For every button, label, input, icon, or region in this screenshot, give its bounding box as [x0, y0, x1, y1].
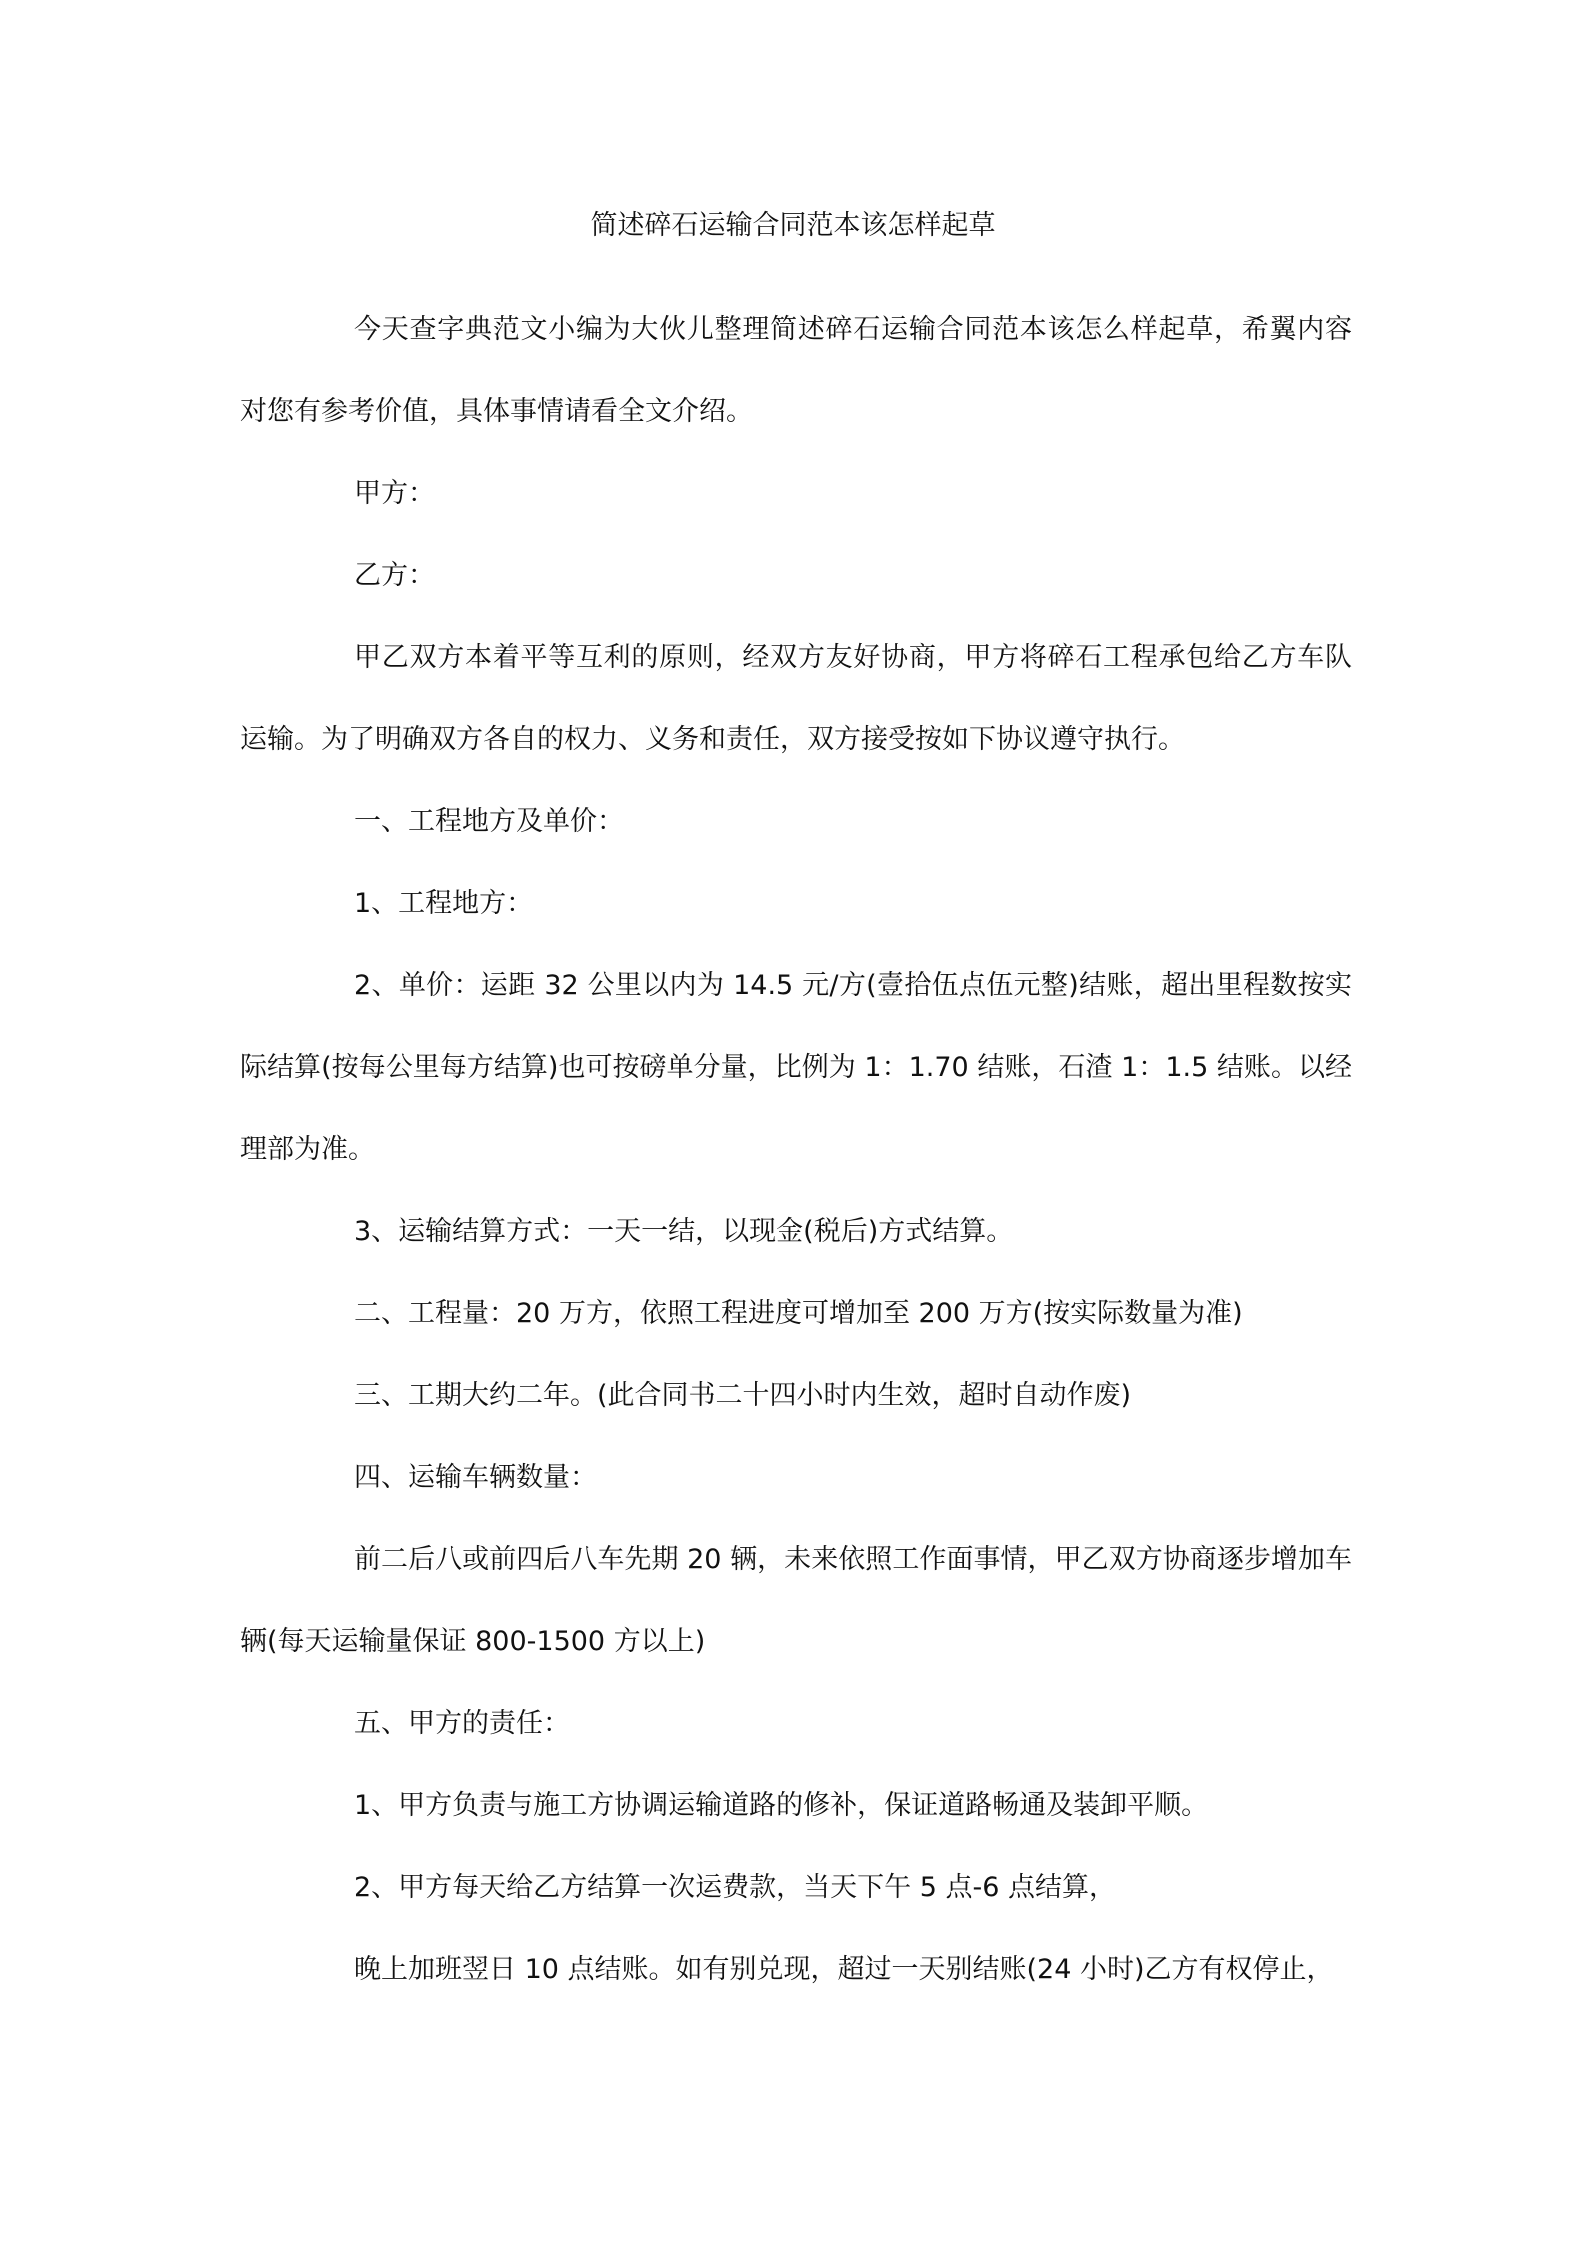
- paragraph-project-location: 1、工程地方：: [354, 888, 534, 919]
- document-title: 简述碎石运输合同范本该怎样起草: [590, 210, 996, 241]
- paragraph-settlement-method: 3、运输结算方式：一天一结，以现金(税后)方式结算。: [354, 1216, 1014, 1247]
- heading-section-1: 一、工程地方及单价：: [354, 806, 624, 837]
- paragraph-party-a-duty-2: 2、甲方每天给乙方结算一次运费款，当天下午 5 点-6 点结算，: [354, 1872, 1117, 1903]
- paragraph-intro: 今天查字典范文小编为大伙儿整理简述碎石运输合同范本该怎么样起草，希翼内容对您有参考价值，具体事情请看全文介绍。: [240, 314, 1352, 427]
- heading-section-4: 四、运输车辆数量：: [354, 1462, 597, 1493]
- heading-section-2: 二、工程量：20 万方，依照工程进度可增加至 200 万方(按实际数量为准): [354, 1298, 1243, 1329]
- paragraph-vehicle-count: 前二后八或前四后八车先期 20 辆，未来依照工作面事情，甲乙双方协商逐步增加车辆(每天运输量保证 800-1500 方以上): [240, 1544, 1352, 1657]
- paragraph-unit-price: 2、单价：运距 32 公里以内为 14.5 元/方(壹拾伍点伍元整)结账，超出里程数按实际结算(按每公里每方结算)也可按磅单分量，比例为 1：1.70 结账，石渣 1：1.5 结账。以经理部为准。: [240, 970, 1352, 1165]
- heading-section-5: 五、甲方的责任：: [354, 1708, 570, 1739]
- heading-section-3: 三、工期大约二年。(此合同书二十四小时内生效，超时自动作废): [354, 1380, 1132, 1411]
- paragraph-party-b: 乙方：: [354, 560, 435, 591]
- paragraph-party-a: 甲方：: [354, 478, 435, 509]
- paragraph-overtime-settlement: 晚上加班翌日 10 点结账。如有别兑现，超过一天别结账(24 小时)乙方有权停止，: [354, 1954, 1334, 1985]
- paragraph-party-a-duty-1: 1、甲方负责与施工方协调运输道路的修补，保证道路畅通及装卸平顺。: [354, 1790, 1209, 1821]
- paragraph-preamble: 甲乙双方本着平等互利的原则，经双方友好协商，甲方将碎石工程承包给乙方车队运输。为了明确双方各自的权力、义务和责任，双方接受按如下协议遵守执行。: [240, 642, 1352, 755]
